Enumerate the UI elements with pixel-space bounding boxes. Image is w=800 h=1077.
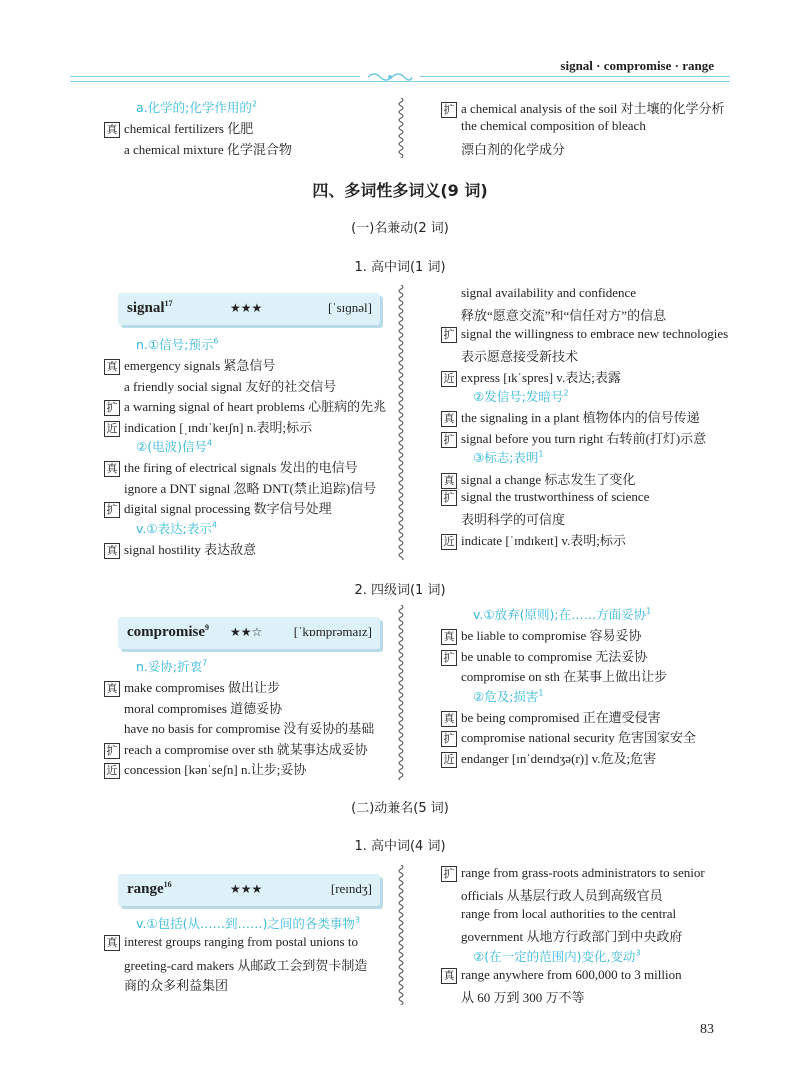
sense-heading: ②(在一定的范围内)变化,变动 xyxy=(473,948,636,964)
entry-text: the chemical composition of bleach xyxy=(461,118,646,134)
entry-line xyxy=(124,376,336,395)
entry-line xyxy=(473,687,544,705)
entry-text: range from grass-roots administrators to senior xyxy=(461,865,705,880)
entry-line xyxy=(441,428,706,448)
entry-line xyxy=(473,448,544,466)
entry-line xyxy=(124,975,228,994)
label-tag: 真 xyxy=(441,968,457,984)
entry-line xyxy=(461,305,666,324)
frequency-mark: 1 xyxy=(646,606,652,616)
sense-heading: n.①信号;预示 xyxy=(136,337,214,352)
entry-text: ignore a DNT signal 忽略 DNT(禁止追踪)信号 xyxy=(124,480,377,496)
entry-line xyxy=(104,759,306,779)
entry-line xyxy=(441,865,705,882)
frequency-mark: 4 xyxy=(211,520,217,530)
entry-text: endanger [ɪnˈdeɪndʒə(r)] v.危及;危害 xyxy=(461,750,657,766)
column-divider xyxy=(395,285,407,560)
entry-line xyxy=(441,489,649,506)
entry-text: express [ɪkˈspres] v.表达;表露 xyxy=(461,369,621,385)
entry-text: 表明科学的可信度 xyxy=(461,512,566,528)
entry-text: a chemical mixture 化学混合物 xyxy=(124,141,292,157)
entry-line xyxy=(104,355,275,375)
label-tag: 扩 xyxy=(441,650,457,666)
entry-text: concession [kənˈseʃn] n.让步;妥协 xyxy=(124,762,307,777)
label-tag: 真 xyxy=(104,543,120,559)
entry-line xyxy=(441,530,626,550)
frequency-mark: 7 xyxy=(202,658,208,668)
entry-line xyxy=(473,605,651,623)
entry-text: reach a compromise over sth 就某事达成妥协 xyxy=(124,741,368,757)
entry-line xyxy=(124,139,292,158)
entry-text: signal the willingness to embrace new technologies xyxy=(461,325,729,341)
entry-line xyxy=(124,718,374,737)
entry-text: 从 60 万到 300 万不等 xyxy=(461,990,585,1006)
entry-line xyxy=(441,326,728,343)
headword-card-signal xyxy=(118,293,380,325)
entry-text: range from local authorities to the central xyxy=(461,905,677,921)
level-title: 1. 高中词(4 词) xyxy=(354,839,446,854)
entry-line xyxy=(136,519,217,537)
column-divider xyxy=(395,98,407,158)
label-tag: 扩 xyxy=(104,502,120,518)
entry-line xyxy=(136,914,360,932)
entry-line xyxy=(124,955,367,974)
phonetic: [ˈsɪɡnəl] xyxy=(327,300,372,315)
entry-text: 表示愿意接受新技术 xyxy=(461,349,579,365)
label-tag: 真 xyxy=(104,122,120,138)
entry-line xyxy=(461,118,646,134)
entry-line xyxy=(461,885,663,904)
label-tag: 近 xyxy=(441,371,457,387)
label-tag: 近 xyxy=(441,534,457,550)
entry-text: be being compromised 正在遭受侵害 xyxy=(461,710,661,725)
entry-text: 漂白剂的化学成分 xyxy=(461,141,566,157)
entry-text: the firing of electrical signals 发出的电信号 xyxy=(124,460,358,476)
entry-line xyxy=(441,707,661,727)
entry-line xyxy=(441,727,696,747)
entry-line xyxy=(461,285,636,301)
entry-line xyxy=(104,677,280,697)
rating-stars: ★★☆ xyxy=(230,625,263,639)
label-tag: 扩 xyxy=(104,400,120,416)
label-tag: 真 xyxy=(104,461,120,477)
label-tag: 真 xyxy=(104,935,120,951)
entry-text: chemical fertilizers 化肥 xyxy=(124,121,254,137)
entry-text: the signaling in a plant 植物体内的信号传递 xyxy=(461,410,700,426)
frequency-mark: 2 xyxy=(563,388,569,398)
entry-text: a chemical analysis of the soil 对土壤的化学分析 xyxy=(461,101,725,116)
page-number: 83 xyxy=(700,1022,714,1037)
frequency-mark: 1 xyxy=(538,449,544,459)
label-tag: 扩 xyxy=(441,432,457,448)
frequency-mark: 2 xyxy=(251,99,257,109)
entry-line xyxy=(136,98,257,116)
entry-text: have no basis for compromise 没有妥协的基础 xyxy=(124,721,375,737)
entry-text: compromise on sth 在某事上做出让步 xyxy=(461,669,668,685)
entry-line xyxy=(104,498,332,518)
entry-line xyxy=(441,367,621,387)
entry-text: emergency signals 紧急信号 xyxy=(124,358,276,374)
entry-line xyxy=(461,509,565,528)
headword: compromise$^9$ xyxy=(127,623,210,640)
sense-heading: ②(电波)信号 xyxy=(136,439,207,454)
section-title: 四、多词性多词义(9 词) xyxy=(312,181,488,200)
label-tag: 真 xyxy=(104,681,120,697)
entry-line xyxy=(104,118,253,138)
label-tag: 真 xyxy=(441,411,457,427)
headword-card-compromise xyxy=(118,617,380,649)
headword: range$^{16}$ xyxy=(127,880,172,897)
headword: signal$^{17}$ xyxy=(127,299,173,316)
entry-line xyxy=(441,98,725,118)
label-tag: 扩 xyxy=(441,866,457,882)
entry-line xyxy=(104,934,358,951)
label-tag: 近 xyxy=(441,752,457,768)
column-divider xyxy=(395,605,407,780)
entry-text: compromise national security 危害国家安全 xyxy=(461,730,697,746)
entry-line xyxy=(124,698,282,717)
entry-text: indicate [ˈɪndɪkeɪt] v.表明;标示 xyxy=(461,532,626,548)
phonetic: [reɪndʒ] xyxy=(330,881,372,896)
entry-line xyxy=(461,906,676,922)
entry-text: greeting-card makers 从邮政工会到贺卡制造 xyxy=(124,957,368,973)
rating-stars: ★★★ xyxy=(230,301,263,315)
entry-text: 商的众多利益集团 xyxy=(124,978,229,994)
ornament-icon xyxy=(360,70,420,84)
headword-card-range xyxy=(118,874,380,906)
entry-line xyxy=(441,469,635,489)
entry-line xyxy=(441,407,700,427)
entry-line xyxy=(461,346,578,365)
entry-line xyxy=(441,748,656,768)
running-head: signal · compromise · range xyxy=(560,58,714,73)
sense-heading: v.①表达;表示 xyxy=(136,520,212,536)
entry-line xyxy=(461,666,667,685)
entry-text: make compromises 做出让步 xyxy=(124,680,280,696)
phonetic: [ˈkɒmprəmaɪz] xyxy=(293,624,372,639)
entry-text: signal availability and confidence xyxy=(461,285,637,300)
entry-line xyxy=(104,457,358,477)
entry-text: be liable to compromise 容易妥协 xyxy=(461,628,642,644)
frequency-mark: 3 xyxy=(354,915,360,925)
entry-text: 释放“愿意交流”和“信任对方”的信息 xyxy=(461,308,667,324)
entry-line xyxy=(441,646,647,666)
entry-line xyxy=(441,967,682,984)
page-header xyxy=(0,0,800,80)
entry-line xyxy=(104,539,256,559)
label-tag: 近 xyxy=(104,421,120,437)
entry-text: be unable to compromise 无法妥协 xyxy=(461,648,648,664)
entry-text: range anywhere from 600,000 to 3 million xyxy=(461,967,682,982)
entry-line xyxy=(136,657,207,675)
rating-stars: ★★★ xyxy=(230,882,263,896)
entry-line xyxy=(461,139,565,158)
entry-line xyxy=(104,739,368,759)
entry-text: officials 从基层行政人员到高级官员 xyxy=(461,888,663,904)
entry-line xyxy=(124,478,376,497)
level-title: 2. 四级词(1 词) xyxy=(354,583,446,598)
label-tag: 真 xyxy=(441,473,457,489)
entry-line xyxy=(136,335,218,353)
frequency-mark: 6 xyxy=(213,336,219,346)
frequency-mark: 3 xyxy=(635,948,641,958)
entry-line xyxy=(104,417,312,437)
entry-text: signal the trustworthiness of science xyxy=(461,489,650,504)
entry-text: indication [ˌɪndɪˈkeɪʃn] n.表明;标示 xyxy=(124,419,313,435)
column-divider xyxy=(395,865,407,1005)
label-tag: 真 xyxy=(441,711,457,727)
entry-line xyxy=(461,987,585,1006)
label-tag: 扩 xyxy=(441,731,457,747)
label-tag: 真 xyxy=(441,629,457,645)
label-tag: 扩 xyxy=(104,743,120,759)
entry-text: a warning signal of heart problems 心脏病的先兆 xyxy=(124,399,387,415)
sense-heading: a.化学的;化学作用的 xyxy=(136,100,252,115)
label-tag: 扩 xyxy=(441,490,457,506)
entry-line xyxy=(136,437,212,455)
entry-line xyxy=(473,947,641,965)
sense-heading: v.①包括(从……到……)之间的各类事物 xyxy=(136,916,355,931)
label-tag: 扩 xyxy=(441,327,457,343)
frequency-mark: 1 xyxy=(538,688,544,698)
label-tag: 近 xyxy=(104,763,120,779)
sense-heading: ②发信号;发暗号 xyxy=(473,389,564,404)
entry-text: moral compromises 道德妥协 xyxy=(124,700,283,716)
entry-text: government 从地方行政部门到中央政府 xyxy=(461,929,683,945)
subsection-title: (二)动兼名(5 词) xyxy=(351,801,449,816)
sense-heading: v.①放弃(原则);在……方面妥协 xyxy=(473,607,647,622)
entry-text: interest groups ranging from postal unions to xyxy=(124,934,358,950)
entry-text: signal before you turn right 右转前(打灯)示意 xyxy=(461,430,707,446)
sense-heading: n.妥协;折衷 xyxy=(136,659,203,674)
entry-text: signal a change 标志发生了变化 xyxy=(461,471,636,487)
label-tag: 扩 xyxy=(441,102,457,118)
entry-line xyxy=(461,926,682,945)
entry-line xyxy=(441,625,642,645)
sense-heading: ②危及;损害 xyxy=(473,688,539,704)
subsection-title: (一)名兼动(2 词) xyxy=(351,221,449,236)
sense-heading: ③标志;表明 xyxy=(473,450,539,466)
entry-text: a friendly social signal 友好的社交信号 xyxy=(124,378,337,394)
entry-text: digital signal processing 数字信号处理 xyxy=(124,501,332,517)
entry-text: signal hostility 表达敌意 xyxy=(124,542,257,557)
label-tag: 真 xyxy=(104,359,120,375)
level-title: 1. 高中词(1 词) xyxy=(354,260,446,275)
entry-line xyxy=(104,396,386,416)
frequency-mark: 4 xyxy=(206,438,213,448)
entry-line xyxy=(473,387,569,405)
